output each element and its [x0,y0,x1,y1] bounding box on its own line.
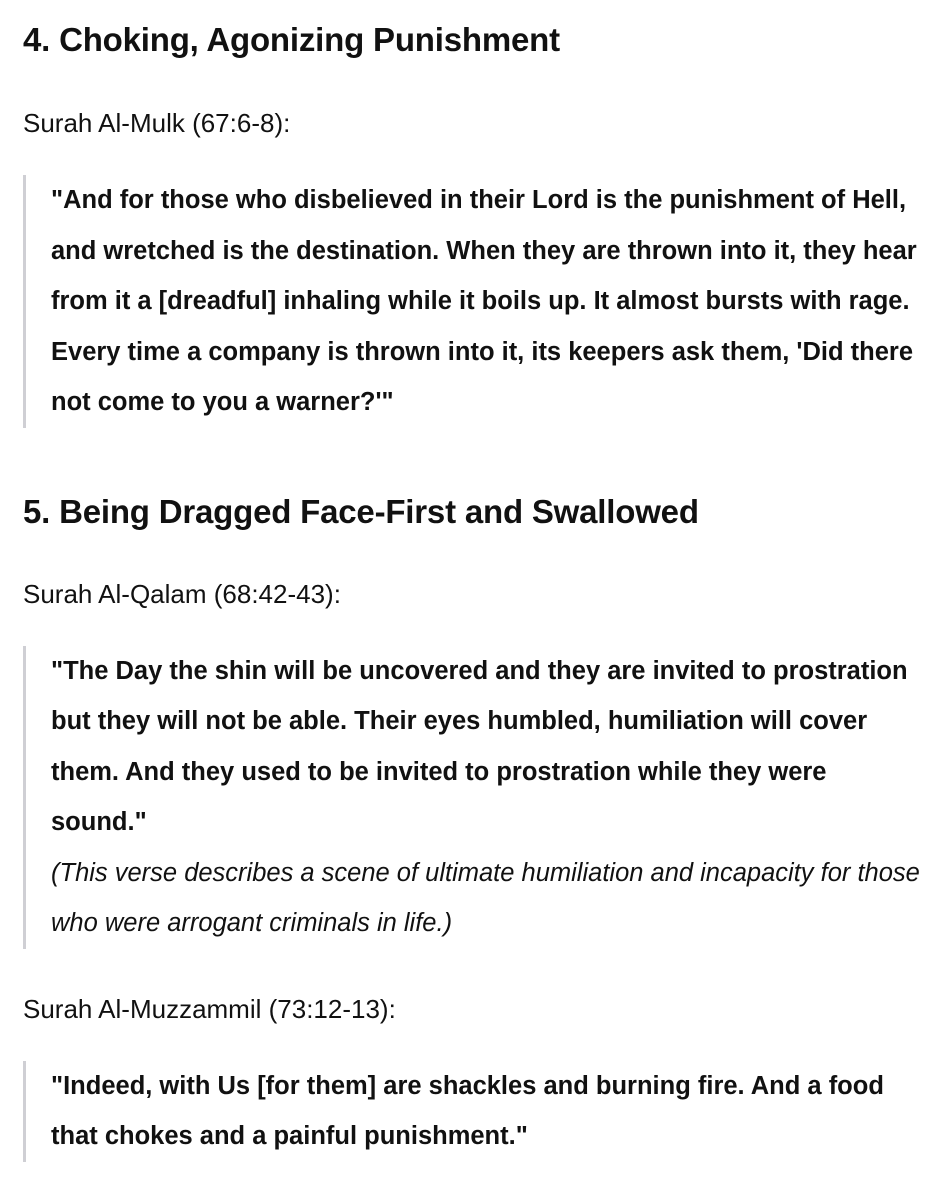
section-heading-5: 5. Being Dragged Face-First and Swallowed [23,492,699,530]
verse-commentary: (This verse describes a scene of ultimate humiliation and incapacity for those who were arrogant criminals in life.) [51,858,920,937]
verse-quote [23,175,927,428]
surah-reference: Surah Al-Mulk (67:6-8): [23,108,291,138]
section-heading-4: 4. Choking, Agonizing Punishment [23,21,560,58]
verse-text: "The Day the shin will be uncovered and they are invited to prostration but they will not be able. Their eyes humbled, humiliation will cover them. And they used to be invited to prostration while they were sound." [51,656,908,836]
verse-quote [23,646,927,949]
verse-quote [23,1061,927,1162]
surah-reference: Surah Al-Qalam (68:42-43): [23,578,341,609]
verse-text: "Indeed, with Us [for them] are shackles and burning fire. And a food that chokes and a painful punishment." [51,1071,884,1150]
verse-text: "And for those who disbelieved in their Lord is the punishment of Hell, and wretched is the destination. When they are thrown into it, they hear from it a [dreadful] inhaling while it boils up. It almost bursts with rage. Every time a company is thrown into it, its keepers ask them, 'Did there not come to you a warner?'" [51,186,917,416]
surah-reference: Surah Al-Muzzammil (73:12-13): [23,993,396,1024]
